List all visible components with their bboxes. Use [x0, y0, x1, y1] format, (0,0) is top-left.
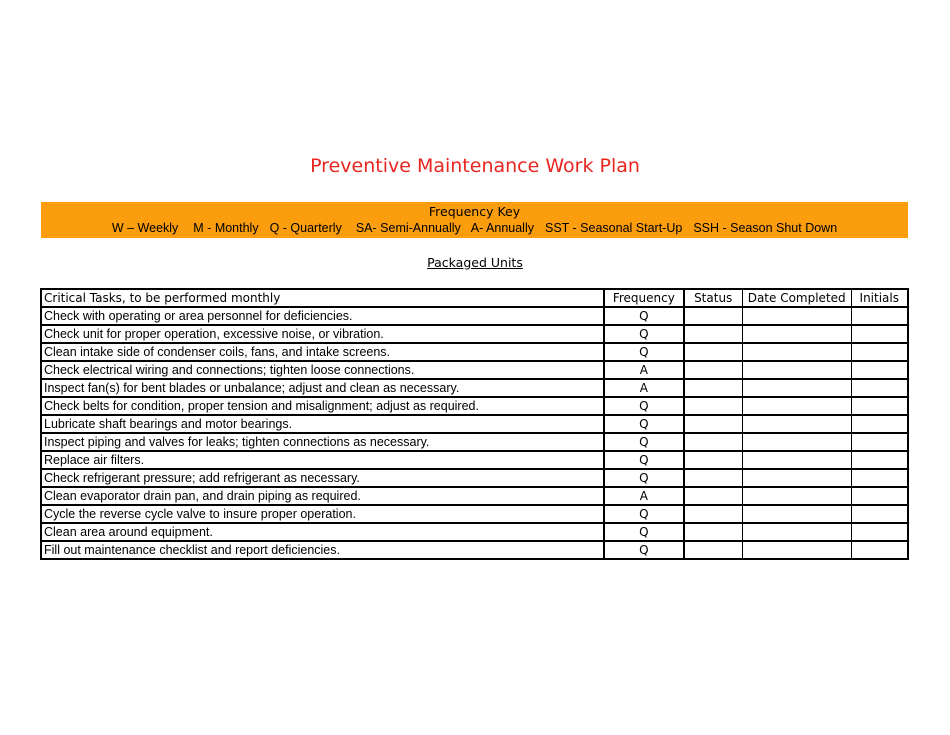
- frequency-key-item: W – Weekly: [111, 221, 179, 235]
- frequency-key-item: M - Monthly: [193, 221, 259, 235]
- date-completed-cell[interactable]: [742, 433, 851, 451]
- initials-cell[interactable]: [851, 469, 908, 487]
- initials-cell[interactable]: [851, 307, 908, 325]
- table-row: [41, 433, 908, 451]
- initials-cell[interactable]: [851, 523, 908, 541]
- task-rows: [41, 307, 908, 559]
- frequency-cell: Q: [604, 469, 683, 487]
- task-column-header: Critical Tasks, to be performed monthly: [41, 289, 604, 307]
- status-cell[interactable]: [684, 325, 743, 343]
- section-title: [0, 255, 950, 270]
- frequency-cell: Q: [604, 523, 683, 541]
- frequency-cell: Q: [604, 397, 683, 415]
- table-row: [41, 469, 908, 487]
- table-row: [41, 397, 908, 415]
- date-completed-cell[interactable]: [742, 505, 851, 523]
- frequency-cell: A: [604, 379, 683, 397]
- date-completed-cell[interactable]: [742, 487, 851, 505]
- frequency-cell: Q: [604, 343, 683, 361]
- frequency-key-item: A- Annually: [470, 221, 534, 235]
- table-row: [41, 415, 908, 433]
- date-completed-cell[interactable]: [742, 397, 851, 415]
- initials-cell[interactable]: [851, 433, 908, 451]
- initials-cell[interactable]: [851, 541, 908, 559]
- frequency-cell: Q: [604, 325, 683, 343]
- status-cell[interactable]: [684, 343, 743, 361]
- frequency-column-header: Frequency: [604, 289, 683, 307]
- initials-cell[interactable]: [851, 325, 908, 343]
- date-completed-cell[interactable]: [742, 469, 851, 487]
- task-cell: Check unit for proper operation, excessive noise, or vibration.: [41, 325, 604, 343]
- date-completed-cell[interactable]: [742, 379, 851, 397]
- table-row: [41, 379, 908, 397]
- initials-cell[interactable]: [851, 451, 908, 469]
- task-cell: Check electrical wiring and connections; tighten loose connections.: [41, 361, 604, 379]
- initials-cell[interactable]: [851, 361, 908, 379]
- frequency-key-item: SSH - Season Shut Down: [693, 221, 838, 235]
- status-cell[interactable]: [684, 415, 743, 433]
- initials-cell[interactable]: [851, 505, 908, 523]
- task-cell: Fill out maintenance checklist and report deficiencies.: [41, 541, 604, 559]
- status-cell[interactable]: [684, 487, 743, 505]
- date-completed-cell[interactable]: [742, 415, 851, 433]
- frequency-cell: Q: [604, 433, 683, 451]
- status-cell[interactable]: [684, 451, 743, 469]
- table-row: [41, 541, 908, 559]
- table-row: [41, 487, 908, 505]
- status-cell[interactable]: [684, 361, 743, 379]
- table-header-row: [41, 289, 908, 307]
- status-cell[interactable]: [684, 307, 743, 325]
- date-completed-cell[interactable]: [742, 307, 851, 325]
- date-completed-cell[interactable]: [742, 325, 851, 343]
- frequency-cell: A: [604, 487, 683, 505]
- initials-cell[interactable]: [851, 343, 908, 361]
- task-cell: Clean intake side of condenser coils, fans, and intake screens.: [41, 343, 604, 361]
- initials-cell[interactable]: [851, 397, 908, 415]
- table-row: [41, 451, 908, 469]
- task-cell: Check belts for condition, proper tension and misalignment; adjust as required.: [41, 397, 604, 415]
- frequency-key-title: Frequency Key: [428, 204, 521, 219]
- date-completed-column-header: Date Completed: [742, 289, 851, 307]
- task-cell: Check refrigerant pressure; add refrigerant as necessary.: [41, 469, 604, 487]
- frequency-key-item: SA- Semi-Annually: [355, 221, 461, 235]
- frequency-key-item: SST - Seasonal Start-Up: [544, 221, 683, 235]
- maintenance-task-table: [40, 288, 909, 560]
- task-cell: Clean area around equipment.: [41, 523, 604, 541]
- frequency-key-band: [41, 202, 908, 238]
- task-cell: Replace air filters.: [41, 451, 604, 469]
- initials-cell[interactable]: [851, 487, 908, 505]
- task-cell: Check with operating or area personnel for deficiencies.: [41, 307, 604, 325]
- date-completed-cell[interactable]: [742, 343, 851, 361]
- date-completed-cell[interactable]: [742, 451, 851, 469]
- table-row: [41, 523, 908, 541]
- initials-cell[interactable]: [851, 379, 908, 397]
- task-cell: Lubricate shaft bearings and motor bearings.: [41, 415, 604, 433]
- frequency-cell: A: [604, 361, 683, 379]
- frequency-cell: Q: [604, 415, 683, 433]
- initials-cell[interactable]: [851, 415, 908, 433]
- frequency-cell: Q: [604, 541, 683, 559]
- frequency-key-items: [41, 221, 908, 235]
- table-row: [41, 325, 908, 343]
- table-row: [41, 361, 908, 379]
- date-completed-cell[interactable]: [742, 541, 851, 559]
- initials-column-header: Initials: [851, 289, 908, 307]
- table-row: [41, 343, 908, 361]
- table-row: [41, 307, 908, 325]
- status-cell[interactable]: [684, 397, 743, 415]
- status-column-header: Status: [684, 289, 743, 307]
- page-title: Preventive Maintenance Work Plan: [310, 155, 640, 177]
- date-completed-cell[interactable]: [742, 361, 851, 379]
- status-cell[interactable]: [684, 379, 743, 397]
- table-row: [41, 505, 908, 523]
- task-cell: Cycle the reverse cycle valve to insure proper operation.: [41, 505, 604, 523]
- status-cell[interactable]: [684, 469, 743, 487]
- status-cell[interactable]: [684, 523, 743, 541]
- frequency-cell: Q: [604, 307, 683, 325]
- date-completed-cell[interactable]: [742, 523, 851, 541]
- frequency-cell: Q: [604, 451, 683, 469]
- status-cell[interactable]: [684, 505, 743, 523]
- status-cell[interactable]: [684, 541, 743, 559]
- status-cell[interactable]: [684, 433, 743, 451]
- frequency-cell: Q: [604, 505, 683, 523]
- task-cell: Inspect piping and valves for leaks; tighten connections as necessary.: [41, 433, 604, 451]
- frequency-key-item: Q - Quarterly: [269, 221, 342, 235]
- task-cell: Inspect fan(s) for bent blades or unbalance; adjust and clean as necessary.: [41, 379, 604, 397]
- task-cell: Clean evaporator drain pan, and drain piping as required.: [41, 487, 604, 505]
- section-title-text: Packaged Units: [427, 255, 523, 270]
